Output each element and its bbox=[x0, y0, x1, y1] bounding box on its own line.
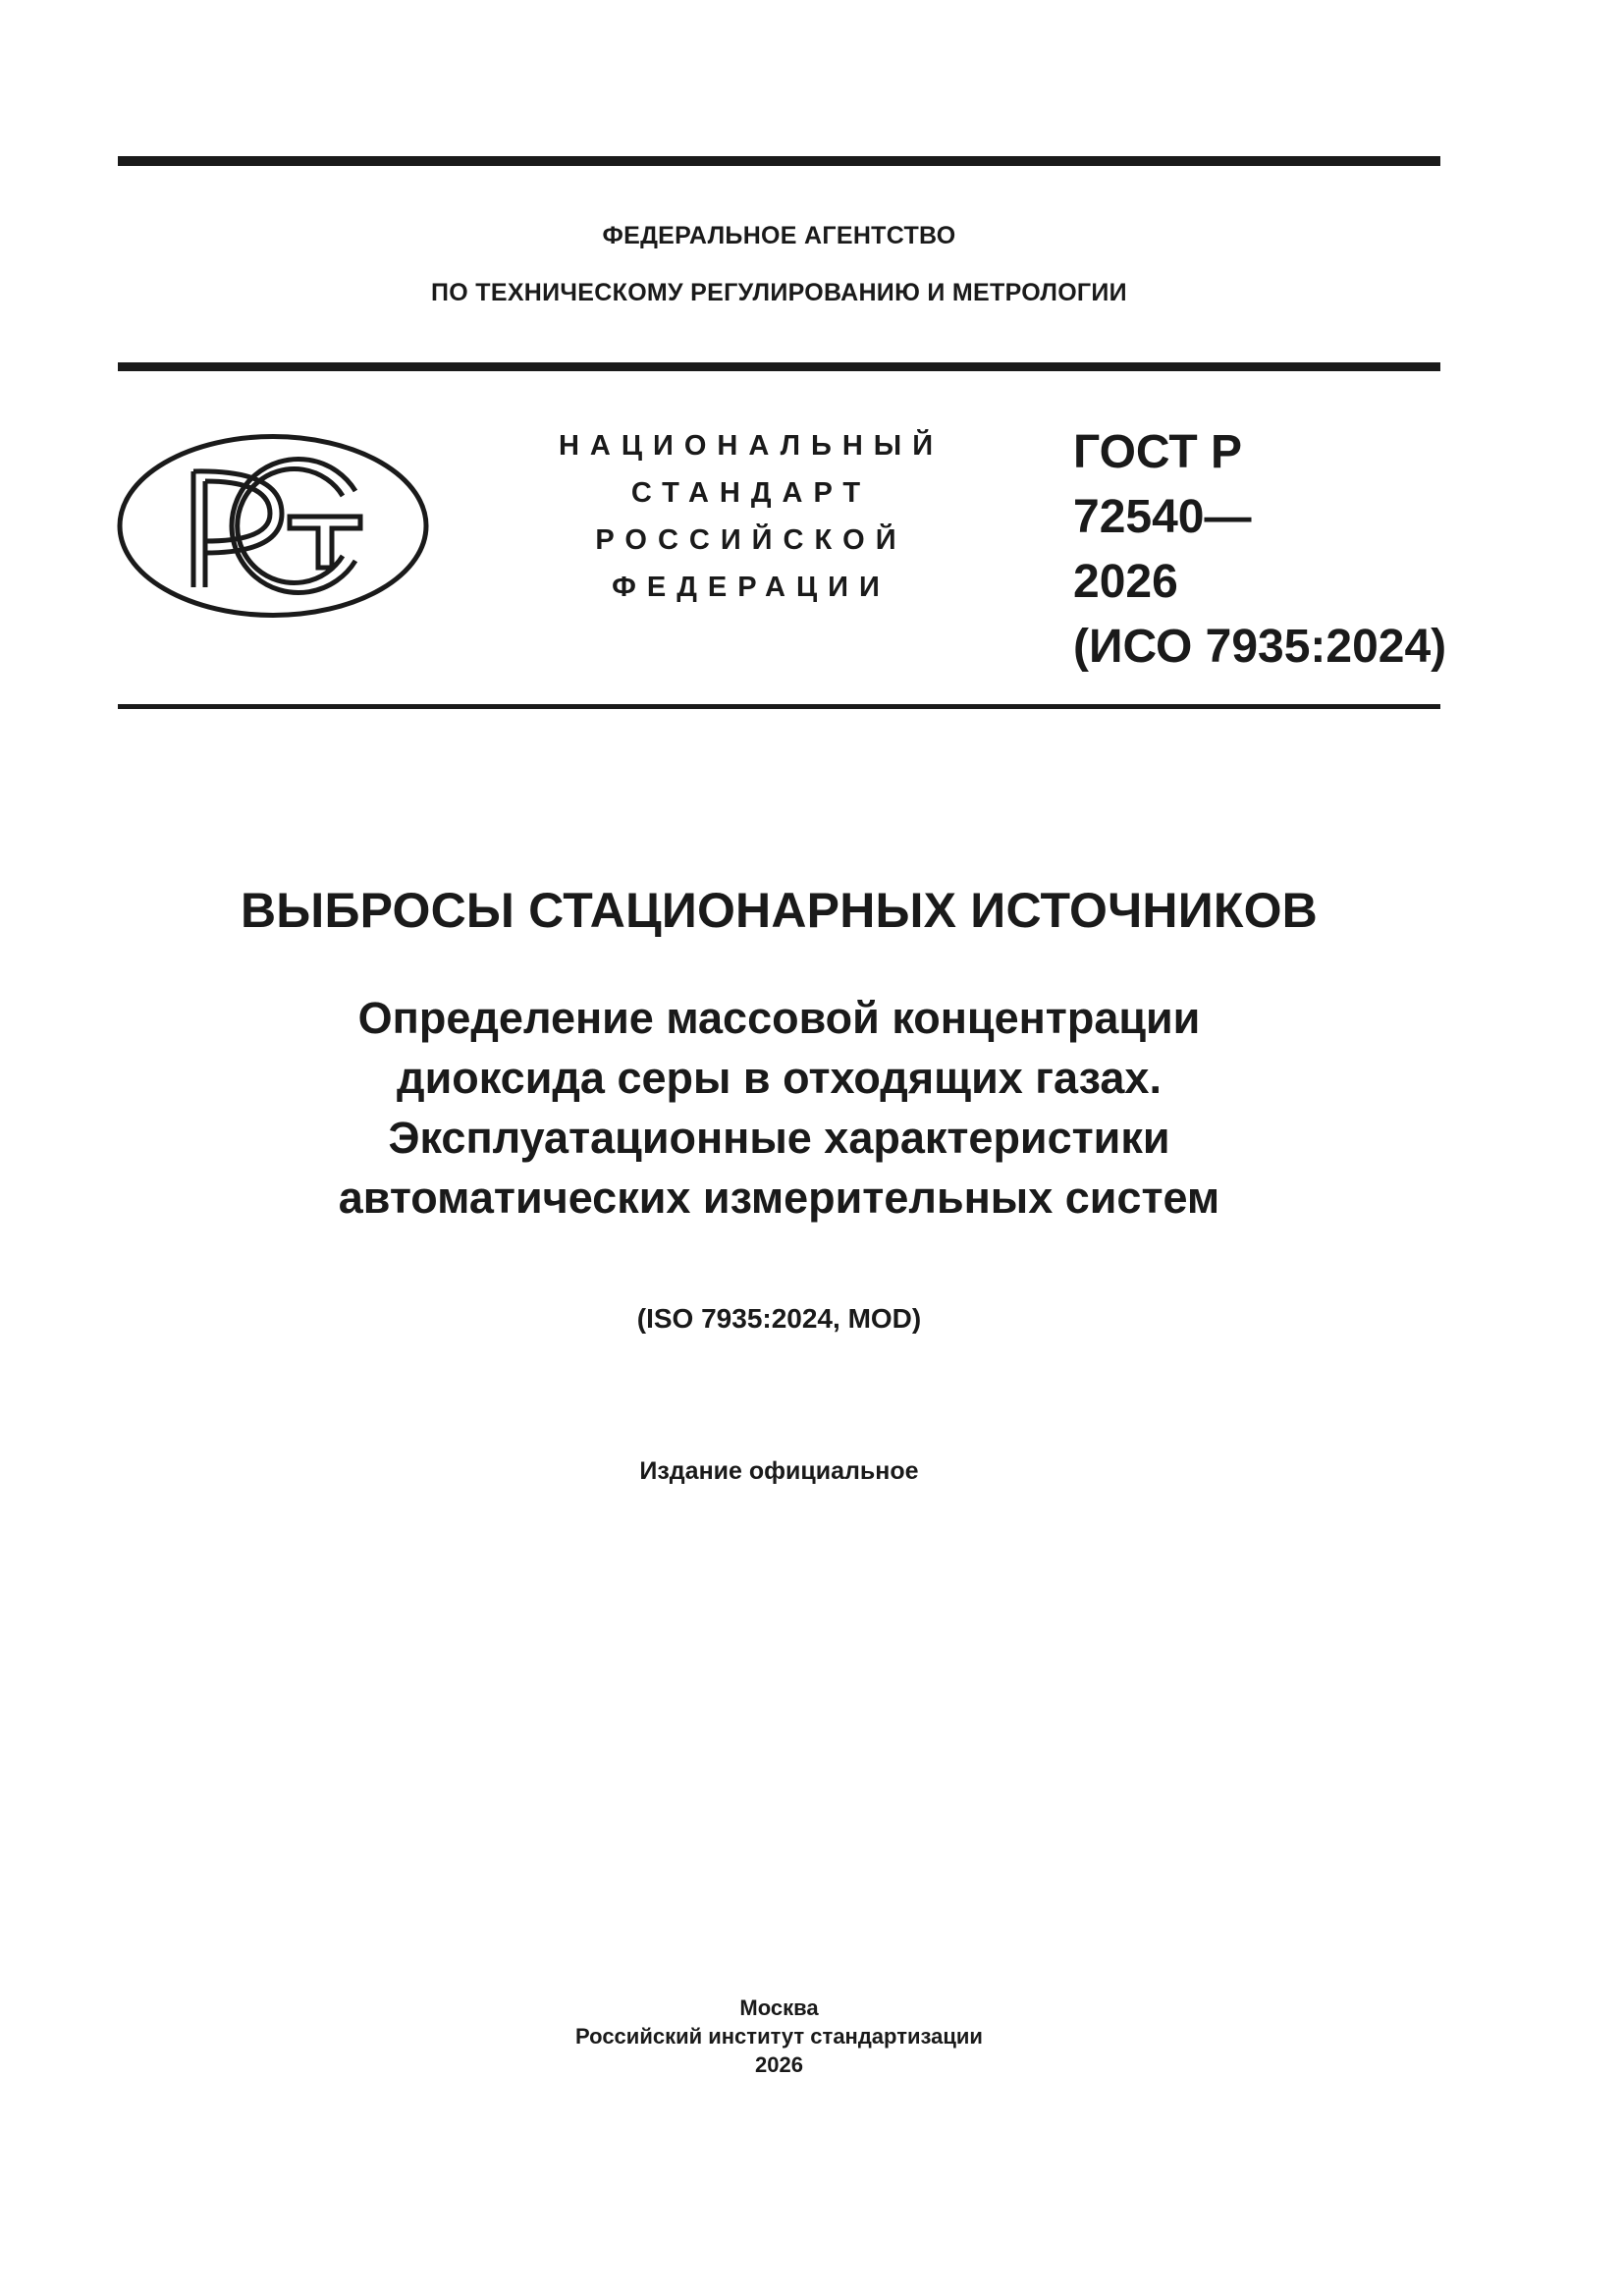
bottom-rule bbox=[118, 704, 1440, 709]
designation-line-3: 2026 bbox=[1073, 556, 1178, 608]
subtitle-line-4: автоматических измерительных систем bbox=[338, 1173, 1220, 1223]
designation-line-2: 72540— bbox=[1073, 491, 1252, 543]
national-standard-line-3: РОССИЙСКОЙ bbox=[595, 524, 907, 556]
subtitle-line-3: Эксплуатационные характеристики bbox=[388, 1113, 1170, 1163]
standard-designation bbox=[1073, 420, 1446, 680]
imprint-year: 2026 bbox=[755, 2052, 803, 2077]
iso-reference: (ISO 7935:2024, MOD) bbox=[636, 1303, 922, 1334]
national-standard-line-1: НАЦИОНАЛЬНЫЙ bbox=[558, 430, 945, 462]
middle-rule bbox=[118, 362, 1440, 371]
publisher-imprint bbox=[118, 1994, 1440, 2079]
subtitle-line-1: Определение массовой концентрации bbox=[357, 993, 1201, 1043]
subtitle-line-2: диоксида серы в отходящих газах. bbox=[397, 1053, 1162, 1103]
agency-name-line-1: ФЕДЕРАЛЬНОЕ АГЕНТСТВО bbox=[602, 222, 956, 249]
agency-name-line-2: ПО ТЕХНИЧЕСКОМУ РЕГУЛИРОВАНИЮ И МЕТРОЛОГИИ bbox=[431, 279, 1127, 306]
national-standard-line-2: СТАНДАРТ bbox=[630, 477, 872, 509]
top-rule bbox=[118, 156, 1440, 166]
rst-certification-mark-icon bbox=[115, 430, 431, 622]
national-standard-label bbox=[535, 422, 967, 611]
imprint-city: Москва bbox=[739, 1995, 819, 2020]
designation-line-4: (ИСО 7935:2024) bbox=[1073, 621, 1447, 673]
imprint-publisher: Российский институт стандартизации bbox=[575, 2024, 983, 2049]
edition-label: Издание официальное bbox=[639, 1457, 919, 1485]
document-title: ВЫБРОСЫ СТАЦИОНАРНЫХ ИСТОЧНИКОВ bbox=[241, 883, 1318, 938]
document-subtitle bbox=[118, 988, 1440, 1228]
designation-line-1: ГОСТ Р bbox=[1073, 426, 1243, 478]
national-standard-line-4: ФЕДЕРАЦИИ bbox=[612, 572, 891, 603]
